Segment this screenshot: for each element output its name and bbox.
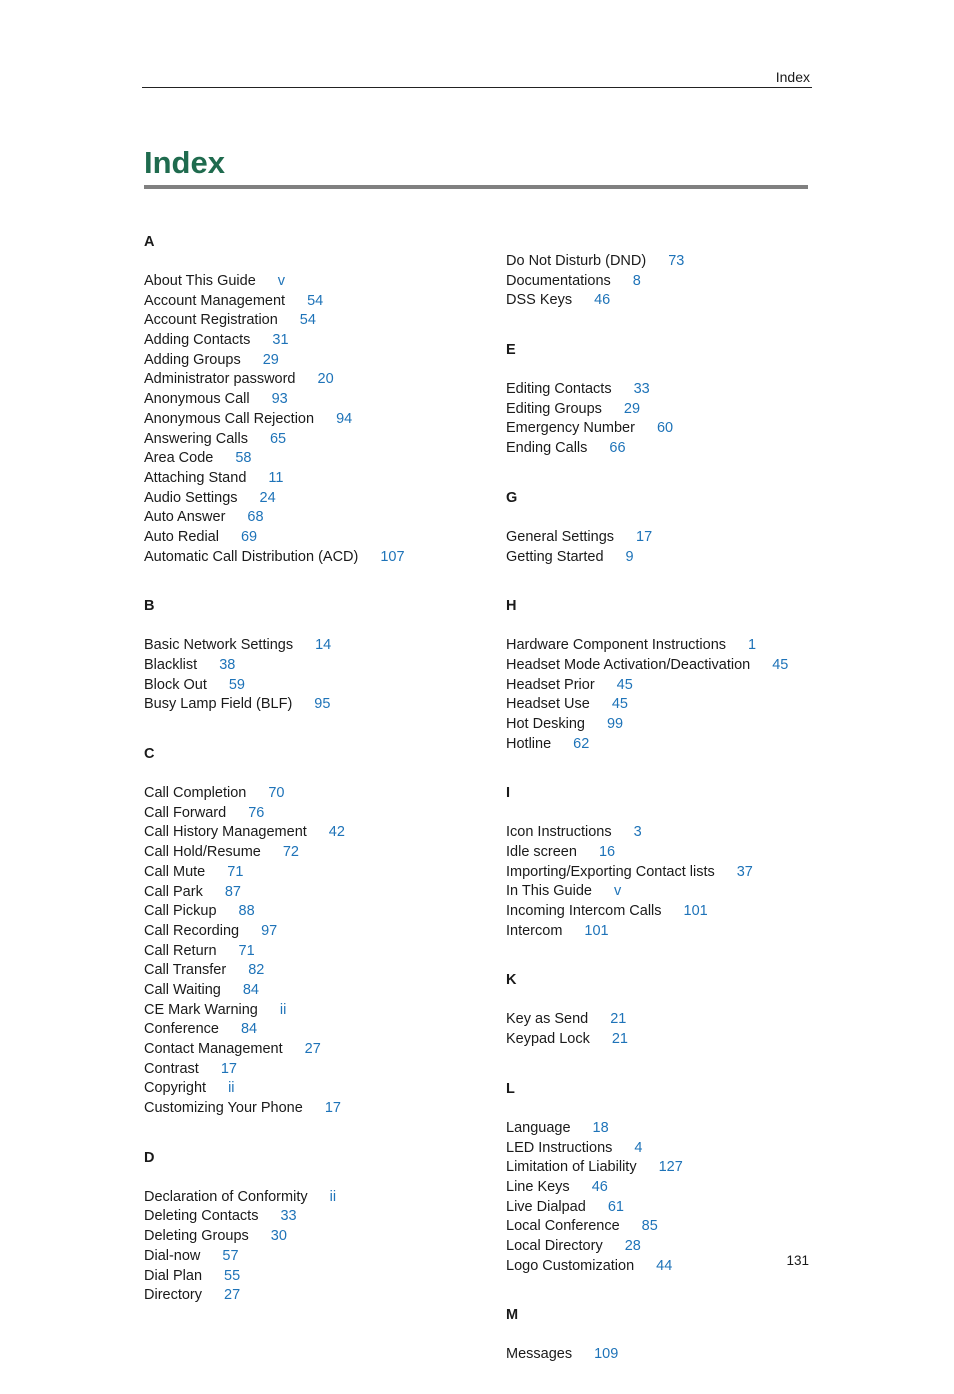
page-link[interactable]: 99 — [606, 715, 624, 732]
index-term: Contrast — [144, 1060, 199, 1077]
index-term: Call Completion — [144, 785, 247, 802]
page-title: Index — [144, 145, 225, 180]
index-term: Administrator password — [144, 371, 296, 388]
index-section — [506, 783, 816, 941]
page-link[interactable]: 70 — [268, 785, 285, 802]
index-term: Documentations — [506, 272, 611, 289]
page-link[interactable]: 17 — [324, 1100, 341, 1117]
index-term: Hardware Component Instructions — [506, 637, 727, 654]
index-entry — [144, 1227, 484, 1247]
page-link[interactable]: 42 — [328, 824, 345, 841]
page-link[interactable]: 45 — [616, 676, 633, 693]
section-letter: L — [506, 1080, 515, 1097]
index-entry — [144, 528, 484, 548]
page-link[interactable]: 14 — [315, 637, 332, 654]
page-link[interactable]: 18 — [592, 1119, 609, 1136]
page-link[interactable]: 84 — [242, 981, 259, 998]
index-term: Language — [506, 1119, 571, 1136]
index-term: Logo Customization — [506, 1257, 635, 1274]
index-entry — [144, 311, 484, 331]
page-link[interactable]: 58 — [235, 450, 252, 467]
index-entry — [144, 489, 484, 509]
index-entry — [144, 695, 484, 715]
page-link[interactable]: 46 — [594, 292, 611, 309]
index-term: Audio Settings — [144, 489, 238, 506]
index-entry — [506, 735, 816, 755]
page-link[interactable]: 54 — [299, 312, 316, 329]
index-term: Call Waiting — [144, 981, 221, 998]
index-entry — [144, 902, 484, 922]
index-term: Line Keys — [506, 1178, 570, 1195]
page-link[interactable]: 73 — [668, 253, 685, 269]
index-section — [144, 596, 484, 715]
index-entry — [506, 902, 816, 922]
page-link[interactable]: 62 — [573, 735, 590, 752]
index-entry — [506, 1158, 816, 1178]
page-link[interactable]: 94 — [336, 410, 353, 427]
page-link[interactable]: 101 — [683, 903, 708, 920]
index-entry — [506, 1030, 816, 1050]
page-link[interactable]: 45 — [611, 696, 628, 713]
index-entry — [144, 823, 484, 843]
page-link[interactable]: 37 — [736, 863, 753, 880]
index-term: Messages — [506, 1346, 573, 1363]
index-section — [506, 340, 816, 459]
index-entry — [506, 636, 816, 656]
index-term: About This Guide — [144, 273, 256, 289]
index-term: Headset Use — [506, 696, 590, 713]
index-entry — [144, 430, 484, 450]
index-entry — [144, 1060, 484, 1080]
index-entry — [506, 1217, 816, 1237]
index-entry — [144, 961, 484, 981]
index-section — [506, 596, 816, 754]
page-link[interactable]: 107 — [380, 548, 405, 565]
index-term: Hot Desking — [506, 715, 585, 732]
index-term: Incoming Intercom Calls — [506, 903, 662, 920]
section-letter: A — [144, 234, 155, 250]
index-term: Contact Management — [144, 1041, 283, 1057]
index-term: Call Recording — [144, 922, 240, 939]
index-entry — [506, 1119, 816, 1139]
index-entry — [506, 272, 816, 292]
page-link[interactable]: 109 — [594, 1346, 619, 1363]
page-link[interactable]: 54 — [307, 292, 324, 309]
page-link[interactable]: 85 — [641, 1218, 658, 1235]
page-link[interactable]: 87 — [224, 883, 241, 900]
page-link[interactable]: 66 — [609, 440, 626, 457]
index-term: Call Forward — [144, 804, 227, 821]
index-entry — [144, 863, 484, 883]
index-term: Dial Plan — [144, 1267, 203, 1284]
section-letter: H — [506, 598, 517, 615]
page-link[interactable]: 45 — [772, 656, 789, 673]
index-entry — [144, 981, 484, 1001]
index-term: Automatic Call Distribution (ACD) — [144, 548, 359, 565]
index-term: Block Out — [144, 676, 207, 693]
index-entry — [144, 351, 484, 371]
page-link[interactable]: 21 — [611, 1031, 628, 1048]
page-link[interactable]: 16 — [598, 844, 616, 860]
page-link[interactable]: 55 — [224, 1267, 241, 1284]
page-link[interactable]: 60 — [656, 420, 674, 437]
index-entry — [144, 883, 484, 903]
page-link[interactable]: 11 — [268, 469, 284, 486]
section-letter: M — [506, 1307, 519, 1324]
index-entry — [144, 410, 484, 430]
index-term: Intercom — [506, 922, 563, 939]
page-link[interactable]: 68 — [247, 509, 264, 526]
index-entry — [144, 331, 484, 351]
index-entry — [144, 656, 484, 676]
index-section — [144, 232, 484, 567]
index-entry — [506, 823, 816, 843]
page-link[interactable]: 57 — [222, 1247, 239, 1264]
index-entry — [144, 390, 484, 410]
index-entry — [144, 370, 484, 390]
index-entry — [144, 449, 484, 469]
index-term: Call Pickup — [144, 903, 217, 920]
index-entry — [144, 676, 484, 696]
index-entry — [506, 1237, 816, 1257]
page-link[interactable]: 31 — [272, 332, 289, 349]
index-entry — [144, 1020, 484, 1040]
index-term: Call Transfer — [144, 962, 227, 979]
index-entry — [506, 695, 816, 715]
index-entry — [144, 942, 484, 962]
index-entry — [506, 252, 816, 272]
page-link[interactable]: 84 — [240, 1021, 258, 1038]
index-entry — [506, 715, 816, 735]
page-link[interactable]: 44 — [656, 1257, 673, 1274]
section-letter: E — [506, 342, 516, 359]
page-link[interactable]: 3 — [633, 824, 642, 841]
index-entry — [506, 843, 816, 863]
index-section — [506, 970, 816, 1049]
index-entry — [144, 804, 484, 824]
page-link[interactable]: 33 — [633, 381, 650, 398]
index-entry — [144, 1188, 484, 1208]
page-link[interactable]: 17 — [636, 528, 653, 545]
index-entry — [506, 863, 816, 883]
section-letter: G — [506, 489, 518, 506]
page-link[interactable]: ii — [329, 1188, 337, 1205]
header-divider — [142, 87, 812, 88]
index-term: Icon Instructions — [506, 824, 612, 841]
page-link[interactable]: 82 — [248, 962, 265, 979]
index-term: Local Conference — [506, 1218, 620, 1235]
index-entry — [506, 922, 816, 942]
index-section — [144, 1148, 484, 1306]
page-link[interactable]: 71 — [227, 863, 244, 880]
page-link[interactable]: 1 — [748, 637, 757, 654]
page-link[interactable]: 72 — [282, 844, 299, 861]
index-section — [506, 1079, 816, 1277]
index-term: Hotline — [506, 735, 552, 752]
page-link[interactable]: 28 — [624, 1237, 641, 1254]
page-number: 131 — [786, 1253, 809, 1268]
page-link[interactable]: 95 — [314, 696, 331, 713]
index-term: Deleting Contacts — [144, 1208, 259, 1225]
index-term: Deleting Groups — [144, 1228, 249, 1245]
index-term: Editing Contacts — [506, 381, 612, 398]
index-term: Attaching Stand — [144, 469, 247, 486]
index-term: Basic Network Settings — [144, 637, 294, 654]
index-term: Call History Management — [144, 824, 307, 841]
index-term: Adding Contacts — [144, 332, 251, 349]
index-term: Call Hold/Resume — [144, 844, 261, 861]
index-entry — [506, 291, 816, 311]
index-term: Customizing Your Phone — [144, 1100, 303, 1117]
index-entry — [506, 882, 816, 902]
index-term: Editing Groups — [506, 400, 602, 417]
index-term: Dial-now — [144, 1247, 201, 1264]
index-term: Ending Calls — [506, 440, 588, 457]
page-link[interactable]: ii — [279, 1001, 287, 1018]
index-entry — [144, 508, 484, 528]
page-link[interactable]: 65 — [269, 430, 287, 447]
index-section — [506, 1305, 816, 1365]
index-term: Answering Calls — [144, 430, 248, 447]
page-link[interactable]: 24 — [259, 489, 276, 506]
index-term: Idle screen — [506, 844, 577, 860]
index-term: Emergency Number — [506, 420, 635, 437]
index-entry — [144, 636, 484, 656]
index-entry — [506, 1139, 816, 1159]
index-term: Directory — [144, 1287, 203, 1304]
index-term: CE Mark Warning — [144, 1001, 258, 1018]
page-link[interactable]: 27 — [224, 1287, 241, 1304]
index-entry — [506, 419, 816, 439]
page-link[interactable]: 38 — [219, 657, 236, 673]
index-term: DSS Keys — [506, 292, 573, 309]
section-letter: I — [506, 785, 511, 802]
index-term: Anonymous Call — [144, 391, 250, 408]
index-term: Blacklist — [144, 657, 198, 673]
index-entry — [144, 272, 484, 292]
index-entry — [506, 1178, 816, 1198]
index-term: Call Mute — [144, 863, 206, 880]
index-term: Declaration of Conformity — [144, 1188, 308, 1205]
page-link[interactable]: 27 — [304, 1041, 321, 1057]
page-link[interactable]: 29 — [262, 351, 279, 368]
index-entry — [506, 548, 816, 568]
page-link[interactable]: 9 — [625, 548, 634, 565]
index-term: Getting Started — [506, 548, 604, 565]
index-term: Conference — [144, 1021, 219, 1038]
section-letter: B — [144, 598, 155, 615]
index-entry — [144, 292, 484, 312]
page-link[interactable]: 88 — [238, 903, 255, 920]
index-entry — [144, 1286, 484, 1306]
index-term: Adding Groups — [144, 351, 241, 368]
index-entry — [506, 656, 816, 676]
index-entry — [144, 1207, 484, 1227]
index-term: Account Management — [144, 292, 286, 309]
index-entry — [506, 1198, 816, 1218]
index-column-left — [144, 232, 484, 1335]
page-link[interactable]: 61 — [607, 1198, 624, 1215]
index-column-right — [506, 252, 816, 1394]
section-letter: D — [144, 1149, 155, 1166]
index-section — [144, 744, 484, 1119]
index-term: Do Not Disturb (DND) — [506, 253, 647, 269]
page-link[interactable]: 33 — [280, 1208, 297, 1225]
index-entry — [506, 1010, 816, 1030]
index-term: Live Dialpad — [506, 1198, 586, 1215]
index-term: Area Code — [144, 450, 214, 467]
index-term: Auto Redial — [144, 528, 219, 545]
page-link[interactable]: 59 — [228, 676, 245, 693]
running-header: Index — [775, 69, 810, 85]
index-entry — [144, 843, 484, 863]
index-term: Importing/Exporting Contact lists — [506, 863, 715, 880]
index-section — [506, 252, 816, 311]
index-entry — [506, 1257, 816, 1277]
page-link[interactable]: 4 — [634, 1139, 643, 1156]
page-link[interactable]: 30 — [270, 1228, 287, 1245]
page-link[interactable]: v — [613, 883, 622, 900]
page-link[interactable]: v — [277, 273, 286, 289]
page-link[interactable]: 93 — [271, 391, 288, 408]
page-link[interactable]: 127 — [658, 1159, 683, 1176]
index-entry — [144, 1079, 484, 1099]
index-entry — [144, 1247, 484, 1267]
page-link[interactable]: 97 — [261, 922, 278, 939]
page-link[interactable]: 69 — [240, 528, 258, 545]
index-term: Auto Answer — [144, 509, 226, 526]
index-entry — [144, 469, 484, 489]
page-link[interactable]: 17 — [220, 1060, 237, 1077]
page-link[interactable]: 29 — [623, 400, 641, 417]
index-term: Local Directory — [506, 1237, 603, 1254]
index-entry — [144, 1001, 484, 1021]
index-entry — [144, 1040, 484, 1060]
page-link[interactable]: 21 — [610, 1011, 627, 1028]
index-entry — [506, 380, 816, 400]
index-term: Busy Lamp Field (BLF) — [144, 696, 293, 713]
index-section — [506, 488, 816, 567]
index-term: Call Park — [144, 883, 203, 900]
index-term: Call Return — [144, 942, 217, 959]
index-term: General Settings — [506, 528, 615, 545]
page-link[interactable]: 20 — [317, 371, 334, 388]
index-entry — [506, 400, 816, 420]
index-term: LED Instructions — [506, 1139, 613, 1156]
page-link[interactable]: ii — [228, 1080, 235, 1097]
index-term: Limitation of Liability — [506, 1159, 637, 1176]
index-term: Keypad Lock — [506, 1031, 590, 1048]
section-letter: C — [144, 746, 155, 763]
index-entry — [144, 1267, 484, 1287]
index-entry — [144, 548, 484, 568]
index-entry — [506, 439, 816, 459]
index-entry — [144, 1099, 484, 1119]
index-entry — [506, 676, 816, 696]
page-link[interactable]: 101 — [584, 922, 609, 939]
index-entry — [506, 528, 816, 548]
page-link[interactable]: 71 — [238, 942, 255, 959]
index-term: Key as Send — [506, 1011, 589, 1028]
index-term: Account Registration — [144, 312, 278, 329]
index-term: Anonymous Call Rejection — [144, 410, 315, 427]
index-entry — [144, 922, 484, 942]
section-letter: K — [506, 972, 517, 989]
index-term: Headset Prior — [506, 676, 595, 693]
index-term: In This Guide — [506, 883, 592, 900]
title-divider — [144, 185, 808, 189]
index-entry — [506, 1345, 816, 1365]
index-entry — [144, 784, 484, 804]
page-link[interactable]: 46 — [591, 1178, 608, 1195]
index-term: Headset Mode Activation/Deactivation — [506, 656, 751, 673]
index-term: Copyright — [144, 1080, 207, 1097]
page-link[interactable]: 76 — [248, 804, 265, 821]
page-link[interactable]: 8 — [632, 272, 641, 289]
